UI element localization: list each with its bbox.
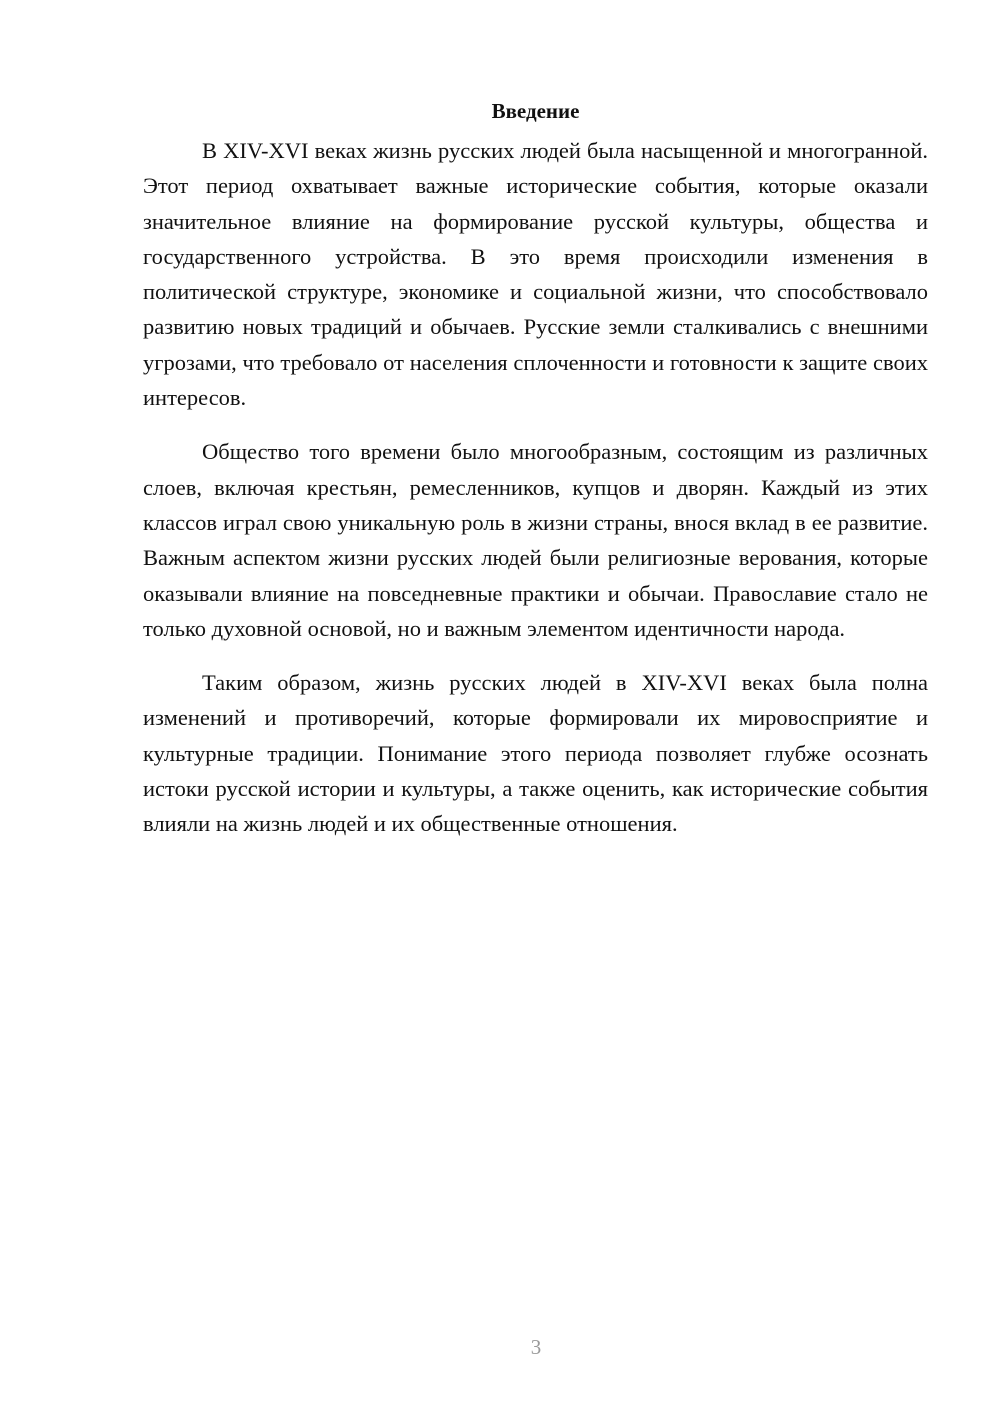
section-heading: Введение <box>491 99 580 123</box>
page-number: 3 <box>530 1335 542 1359</box>
paragraph-3: Таким образом, жизнь русских людей в XIV-XVI веках была полна изменений и противоречий, которые формировали их мировосприятие и культурные традиции. Понимание этого периода позволяет глубже осознать истоки русской истории и культуры, а также оценить, как исторические события влияли на жизнь людей и их общественные отношения. <box>143 670 928 837</box>
document-body <box>143 94 928 842</box>
paragraph-1: В XIV-XVI веках жизнь русских людей была насыщенной и многогранной. Этот период охватывает важные исторические события, которые оказали значительное влияние на формирование русской культуры, общества и государственного устройства. В это время происходили изменения в политической структуре, экономике и социальной жизни, что способствовало развитию новых традиций и обычаев. Русские земли сталкивались с внешними угрозами, что требовало от населения сплоченности и готовности к защите своих интересов. <box>143 138 928 411</box>
paragraph-2: Общество того времени было многообразным, состоящим из различных слоев, включая крестьян, ремесленников, купцов и дворян. Каждый из этих классов играл свою уникальную роль в жизни страны, внося вклад в ее развитие. Важным аспектом жизни русских людей были религиозные верования, которые оказывали влияние на повседневные практики и обычаи. Православие стало не только духовной основой, но и важным элементом идентичности народа. <box>143 439 928 641</box>
